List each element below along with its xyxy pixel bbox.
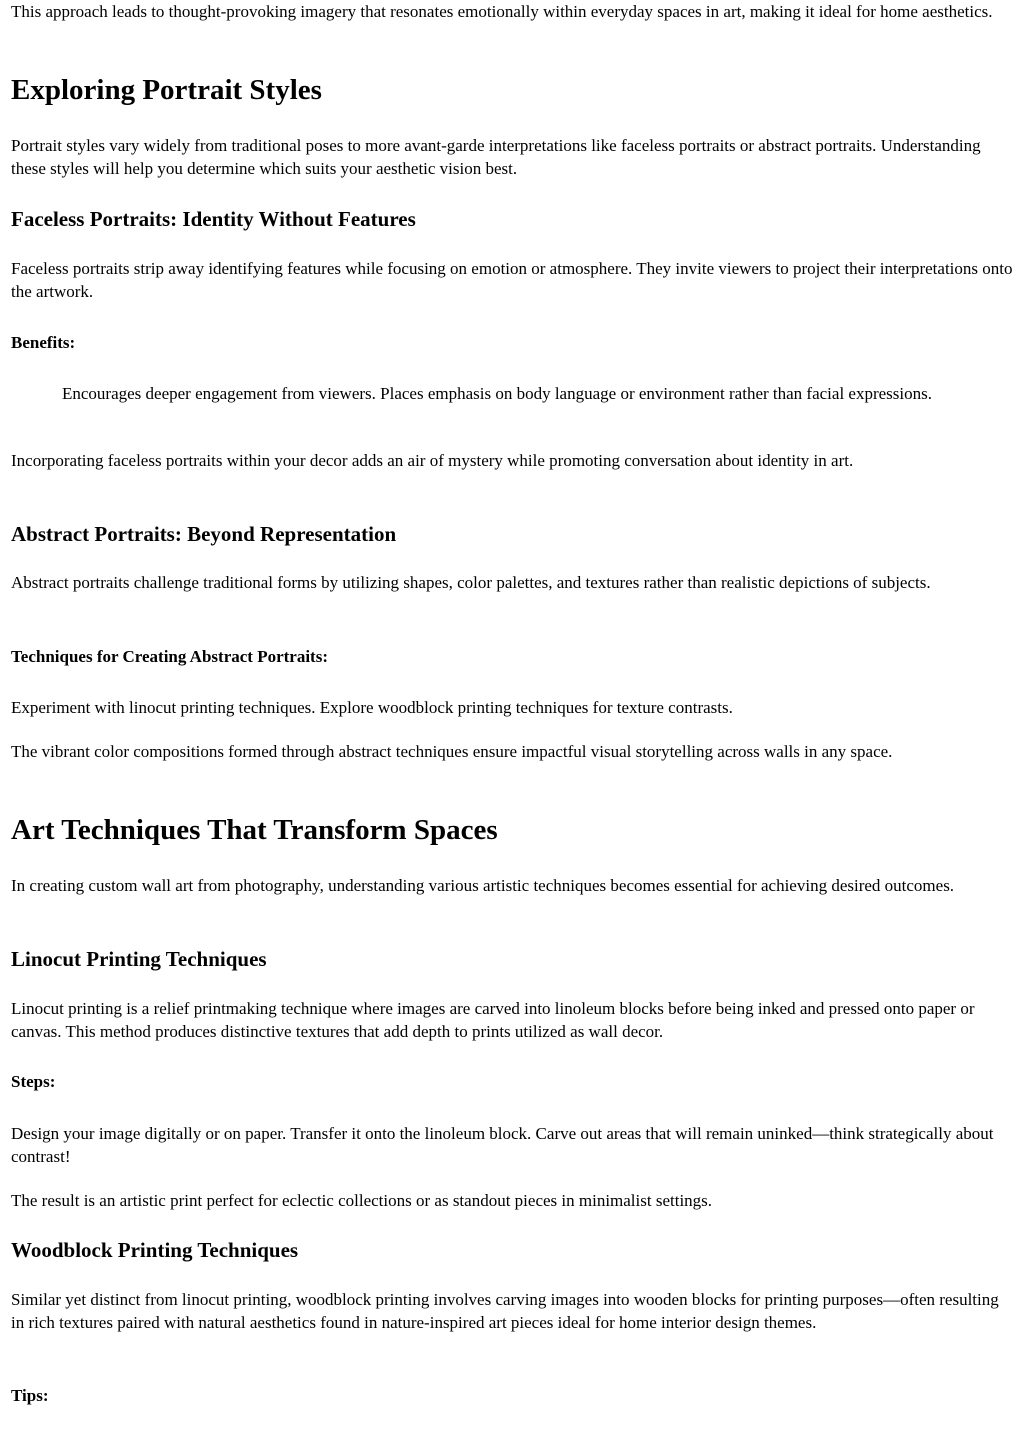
steps-paragraph: Design your image digitally or on paper. Transfer it onto the linoleum block. Carve out areas that will remain uninked—think strategically about contrast! — [11, 1124, 994, 1166]
heading-faceless-portraits: Faceless Portraits: Identity Without Features — [11, 207, 416, 231]
heading-exploring-portrait-styles: Exploring Portrait Styles — [11, 74, 322, 106]
heading-art-techniques: Art Techniques That Transform Spaces — [11, 814, 498, 846]
heading-steps: Steps: — [11, 1072, 56, 1091]
intro-paragraph: This approach leads to thought-provoking imagery that resonates emotionally within everyday spaces in art, making it ideal for home aesthetics. — [11, 2, 993, 21]
techniques-paragraph: Experiment with linocut printing techniques. Explore woodblock printing techniques for texture contrasts. — [11, 698, 733, 717]
linocut-paragraph: Linocut printing is a relief printmaking technique where images are carved into linoleum blocks before being inked and pressed onto paper or canvas. This method produces distinctive textures that add depth to prints utilized as wall decor. — [11, 999, 975, 1041]
portrait-styles-paragraph: Portrait styles vary widely from traditional poses to more avant-garde interpretations like faceless portraits or abstract portraits. Understanding these styles will help you determine which suits your aesthetic vision best. — [11, 136, 981, 178]
heading-linocut-printing: Linocut Printing Techniques — [11, 947, 267, 971]
benefits-blockquote: Encourages deeper engagement from viewers. Places emphasis on body language or environment rather than facial expressions. — [62, 384, 932, 403]
result-paragraph: The result is an artistic print perfect for eclectic collections or as standout pieces in minimalist settings. — [11, 1191, 713, 1210]
vibrant-compositions-paragraph: The vibrant color compositions formed through abstract techniques ensure impactful visual storytelling across walls in any space. — [11, 742, 893, 761]
heading-woodblock-printing: Woodblock Printing Techniques — [11, 1238, 299, 1262]
woodblock-paragraph: Similar yet distinct from linocut printing, woodblock printing involves carving images into wooden blocks for printing purposes—often resulting in rich textures paired with natural aesthetics found in nature-inspired art pieces ideal for home interior design themes. — [11, 1290, 999, 1332]
heading-tips: Tips: — [11, 1386, 49, 1405]
art-techniques-paragraph: In creating custom wall art from photography, understanding various artistic techniques becomes essential for achieving desired outcomes. — [11, 876, 955, 895]
faceless-decor-paragraph: Incorporating faceless portraits within your decor adds an air of mystery while promoting conversation about identity in art. — [11, 451, 854, 470]
heading-benefits: Benefits: — [11, 333, 76, 352]
heading-techniques-abstract: Techniques for Creating Abstract Portraits: — [11, 647, 328, 666]
heading-abstract-portraits: Abstract Portraits: Beyond Representation — [11, 522, 397, 546]
faceless-portraits-paragraph: Faceless portraits strip away identifying features while focusing on emotion or atmosphere. They invite viewers to project their interpretations onto the artwork. — [11, 259, 1013, 301]
abstract-portraits-paragraph: Abstract portraits challenge traditional forms by utilizing shapes, color palettes, and textures rather than realistic depictions of subjects. — [11, 573, 931, 592]
